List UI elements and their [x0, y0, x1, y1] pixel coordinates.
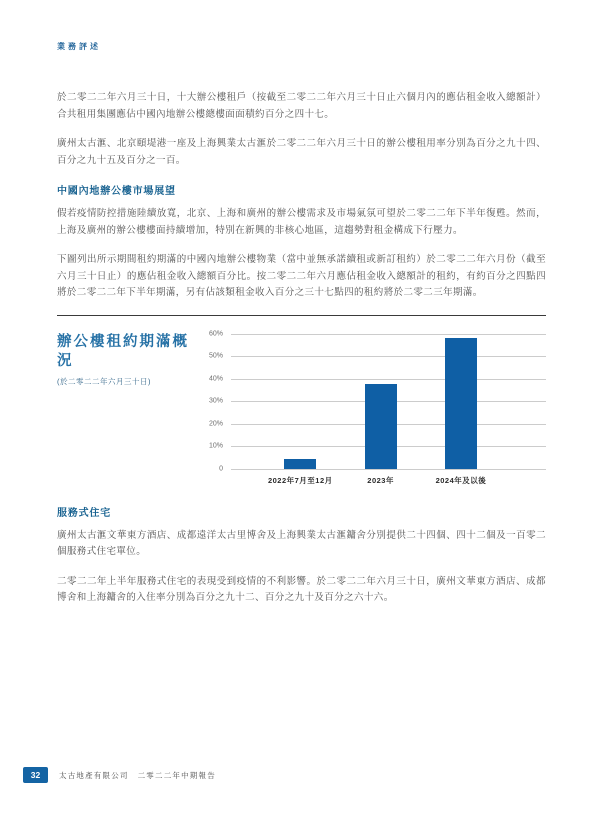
chart-title: 辦公樓租約期滿概況 — [57, 333, 189, 369]
x-axis-tick-label: 2024年及以後 — [435, 475, 487, 485]
chart-caption-block — [57, 330, 197, 498]
section-divider — [57, 315, 546, 316]
paragraph-serviced-occupancy: 二零二二年上半年服務式住宅的表現受到疫情的不利影響。於二零二二年六月三十日，廣州文華東方酒店、成都博舍和上海鏞舍的入住率分別為百分之九十二、百分之九十及百分之六十六。 — [57, 575, 546, 603]
paragraph-top-tenants: 於二零二二年六月三十日，十大辦公樓租戶（按截至二零二二年六月三十日止六個月內的應佔租金收入總額計）合共租用集團應佔中國內地辦公樓總樓面面積約百分之四十七。 — [57, 92, 546, 120]
chart-plot — [208, 330, 546, 485]
gridline — [231, 379, 546, 380]
running-head: 業務評述 — [57, 42, 101, 51]
report-page — [57, 41, 546, 620]
paragraph-outlook: 假若疫情防控措施陸續放寬，北京、上海和廣州的辦公樓需求及市場氣氛可望於二零二二年下半年復甦。然而，上海及廣州的辦公樓樓面持續增加，特別在新興的非核心地區，這趨勢對租金構成下行壓力。 — [57, 208, 546, 236]
footer-report-title: 二零二二年中期報告 — [137, 770, 216, 780]
chart-plot-area — [197, 330, 546, 498]
footer-company: 太古地產有限公司 — [59, 770, 129, 780]
bar-2 — [365, 384, 397, 468]
footer-text — [59, 770, 216, 781]
y-axis-tick-label: 60% — [208, 330, 223, 337]
page-number-badge: 32 — [23, 767, 48, 783]
gridline — [231, 469, 546, 470]
lease-expiry-chart — [57, 330, 546, 498]
gridline — [231, 356, 546, 357]
x-axis-tick-label: 2022年7月至12月 — [267, 475, 333, 485]
heading-serviced-apartments: 服務式住宅 — [57, 507, 111, 519]
heading-office-market-outlook: 中國內地辦公樓市場展望 — [57, 186, 176, 197]
y-axis-tick-label: 40% — [208, 375, 223, 382]
paragraph-serviced-units: 廣州太古滙文華東方酒店、成都遠洋太古里博舍及上海興業太古滙鏞舍分別提供二十四個、四十二個及一百零二個服務式住宅單位。 — [57, 529, 546, 557]
y-axis-tick-label: 0 — [219, 465, 223, 472]
page-footer — [23, 767, 216, 783]
bar-1 — [284, 459, 316, 469]
gridline — [231, 334, 546, 335]
paragraph-lease-expiry: 下圖列出所示期間租約期滿的中國內地辦公樓物業（當中並無承諾續租或新訂租約）於二零二二年六月份（截至六月三十日止）的應佔租金收入總額百分比。按二零二二年六月應佔租金收入總額計的租約，有約百分之四點四將於二零二二年下半年期滿，另有佔該類租金收入百分之三十七點四的租約將於二零二三年期滿。 — [57, 254, 546, 298]
x-axis-tick-label: 2023年 — [367, 475, 394, 485]
y-axis-tick-label: 30% — [208, 397, 223, 405]
bar-3 — [445, 338, 477, 469]
y-axis-tick-label: 10% — [208, 442, 223, 450]
y-axis-tick-label: 50% — [208, 352, 223, 360]
paragraph-occupancy-rates: 廣州太古滙、北京頤堤港一座及上海興業太古滙於二零二二年六月三十日的辦公樓租用率分別為百分之九十四、百分之九十五及百分之一百。 — [57, 138, 546, 166]
chart-subtitle: (於二零二二年六月三十日) — [57, 376, 151, 386]
y-axis-tick-label: 20% — [208, 420, 223, 427]
